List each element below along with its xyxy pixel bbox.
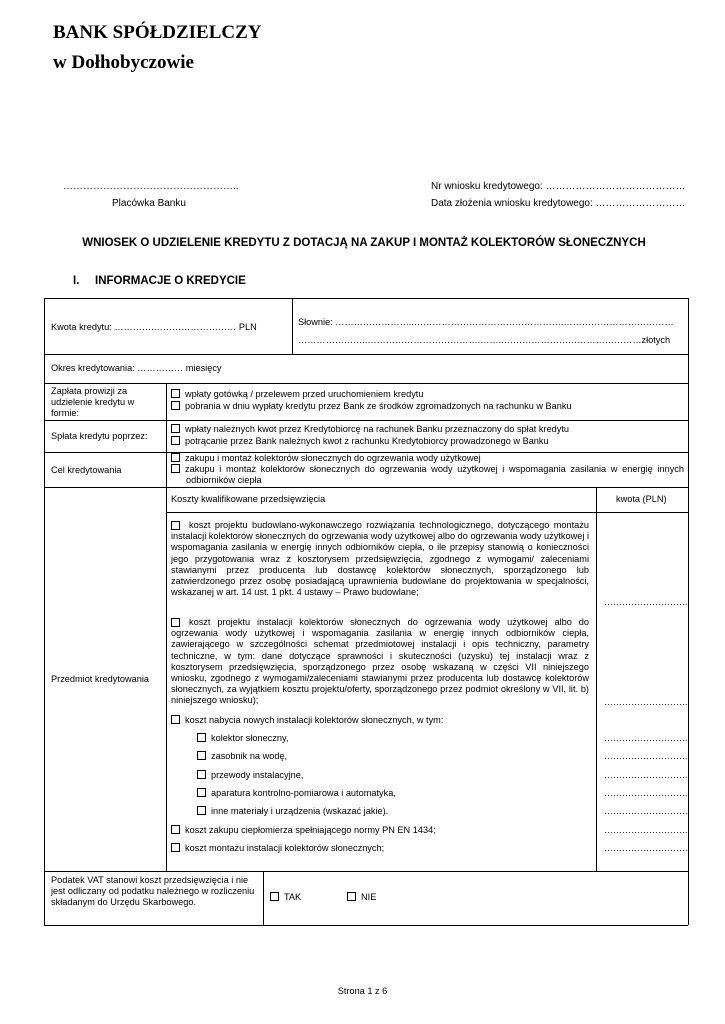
vat-no-option[interactable]: NIE xyxy=(347,892,376,903)
amount-field-4[interactable]: ………………………. xyxy=(604,751,688,761)
amount-header: kwota (PLN) xyxy=(616,494,667,504)
amount-field-5[interactable]: ………………………. xyxy=(604,770,688,780)
purpose-option-water[interactable]: zakupu i montaż kolektorów słonecznych do ogrzewania wody użytkowej xyxy=(171,453,481,464)
fee-label: Zapłata prowizji za udzielenie kredytu w formie: xyxy=(51,386,135,419)
repayment-option-transfer[interactable]: wpłaty należnych kwot przez Kredytobiorcę na rachunek Banku przeznaczony do spłat kredytu xyxy=(171,424,569,435)
page-number: Strona 1 z 6 xyxy=(337,986,388,996)
sub-water-tank[interactable]: zasobnik na wodę, xyxy=(197,751,287,762)
checkbox-icon[interactable] xyxy=(171,521,180,530)
checkbox-icon[interactable] xyxy=(171,401,180,410)
branch-label: Placówka Banku xyxy=(112,198,186,209)
purpose-label: Cel kredytowania xyxy=(51,465,122,475)
document-title: WNIOSEK O UDZIELENIE KREDYTU Z DOTACJĄ NA ZAKUP I MONTAŻ KOLEKTORÓW SŁONECZNYCH xyxy=(82,237,646,249)
cost-heat-meter[interactable]: koszt zakupu ciepłomierza spełniającego normy PN EN 1434; xyxy=(171,825,436,836)
amount-in-words-line1[interactable]: Słownie: ……………………..………………………………………….……………………………… xyxy=(298,317,674,327)
branch-field[interactable]: …………………………………………….. xyxy=(63,181,239,192)
checkbox-icon[interactable] xyxy=(171,389,180,398)
checkbox-icon[interactable] xyxy=(171,453,180,462)
subject-label: Przedmiot kredytowania xyxy=(51,674,150,684)
cost-installation-project[interactable]: koszt projektu instalacji kolektorów słonecznych do ogrzewania wody użytkowej albo do ogrzewania wody użytkowej i wspomagania zasilania w energię innych odbiorników ciepła, zawierającego w szczególności schemat przedmiotowej instalacji i opis techniczny, parametry techniczne, w tym: dane dotyczące sprawności i skuteczności (uzysku) tej instalacji wraz z kosztorysem przedsięwzięcia, sporządzonego przez osobę wskazaną w części VII niniejszego wniosku, zgodnego z wymogami/zaleceniami stawianymi przez producenta lub dostawcę kolektorów słonecznych, za wyjątkiem kosztu projektu/oferty, sporządzonego przez podmiot określony w VII, lit. b) niniejszego wniosku); xyxy=(171,617,589,706)
loan-period-field[interactable]: Okres kredytowania: …………… miesięcy xyxy=(51,363,222,373)
checkbox-icon[interactable] xyxy=(171,424,180,433)
amount-field-9[interactable]: ………………………. xyxy=(604,843,688,853)
sub-control-equipment[interactable]: aparatura kontrolno-pomiarowa i automatyka, xyxy=(197,788,396,799)
costs-header: Koszty kwalifikowane przedsięwzięcia xyxy=(171,494,326,504)
application-date-field[interactable]: Data złożenia wniosku kredytowego: ……………………… xyxy=(431,198,686,209)
checkbox-icon[interactable] xyxy=(197,751,206,760)
checkbox-icon[interactable] xyxy=(347,892,356,901)
purpose-option-water-heating[interactable]: zakupu i montaż kolektorów słonecznych do ogrzewania wody użytkowej i wspomagania zasilania w energię innych odbiorników ciepła xyxy=(171,464,684,486)
bank-location: w Dołhobyczowie xyxy=(53,52,194,73)
amount-field-3[interactable]: ………………………. xyxy=(604,733,688,743)
amount-field-6[interactable]: ………………………. xyxy=(604,788,688,798)
sub-other-materials[interactable]: inne materiały i urządzenia (wskazać jakie). xyxy=(197,806,388,817)
section-title: INFORMACJE O KREDYCIE xyxy=(95,275,246,287)
fee-option-cash[interactable]: wpłaty gotówką / przelewem przed uruchomieniem kredytu xyxy=(171,389,423,400)
vat-yes-option[interactable]: TAK xyxy=(270,892,301,903)
cost-assembly[interactable]: koszt montażu instalacji kolektorów słonecznych; xyxy=(171,843,384,854)
amount-field-1[interactable]: ………………………. xyxy=(604,597,688,607)
checkbox-icon[interactable] xyxy=(171,825,180,834)
checkbox-icon[interactable] xyxy=(197,806,206,815)
application-number-field[interactable]: Nr wniosku kredytowego: …………………………………… xyxy=(431,181,686,192)
section-number: I. xyxy=(73,275,80,287)
checkbox-icon[interactable] xyxy=(171,715,180,724)
checkbox-icon[interactable] xyxy=(197,770,206,779)
fee-option-deduct[interactable]: pobrania w dniu wypłaty kredytu przez Bank ze środków zgromadzonych na rachunku w Banku xyxy=(171,401,572,412)
checkbox-icon[interactable] xyxy=(171,843,180,852)
checkbox-icon[interactable] xyxy=(197,733,206,742)
repayment-label: Spłata kredytu poprzez: xyxy=(51,431,148,441)
checkbox-icon[interactable] xyxy=(197,788,206,797)
checkbox-icon[interactable] xyxy=(171,618,180,627)
loan-amount-field[interactable]: Kwota kredytu: ………….……………………… PLN xyxy=(51,322,257,332)
checkbox-icon[interactable] xyxy=(270,892,279,901)
sub-solar-collector[interactable]: kolektor słoneczny, xyxy=(197,733,288,744)
bank-name: BANK SPÓŁDZIELCZY xyxy=(53,22,262,43)
cost-purchase-installation[interactable]: koszt nabycia nowych instalacji kolektorów słonecznych, w tym: xyxy=(171,715,443,726)
vat-label: Podatek VAT stanowi koszt przedsięwzięcia i nie jest odliczany od podatku należnego w rozliczeniu składanym do Urzędu Skarbowego. xyxy=(51,875,255,908)
amount-field-2[interactable]: ………………………. xyxy=(604,697,688,707)
amount-field-7[interactable]: ………………………. xyxy=(604,806,688,816)
sub-pipes[interactable]: przewody instalacyjne, xyxy=(197,770,303,781)
amount-in-words-line2[interactable]: …………………..……………………………….……..………………………………………złotych xyxy=(298,335,671,345)
amount-field-8[interactable]: ………………………. xyxy=(604,825,688,835)
checkbox-icon[interactable] xyxy=(171,464,180,473)
cost-design-project[interactable]: koszt projektu budowlano-wykonawczego rozwiązania technologicznego, dotyczącego montażu instalacji kolektorów słonecznych do ogrzewania wody użytkowej albo do ogrzewania wody użytkowej i wspomagania zasilania w energię innych odbiorników ciepła, o ile przepisy stanowią o konieczności jego przygotowania wraz z kosztorysem przedsięwzięcia, zgodnego z wymogami/ zaleceniami stawianymi przez producenta lub dostawcę kolektorów słonecznych, sporządzonego lub zatwierdzonego przez osobę posiadającą uprawnienia budowlane do projektowania w specjalności, wskazanej w art. 14 ust. 1 pkt. 4 ustawy – Prawo budowlane; xyxy=(171,520,589,598)
repayment-option-debit[interactable]: potrącanie przez Bank należnych kwot z rachunku Kredytobiorcy prowadzonego w Banku xyxy=(171,436,549,447)
checkbox-icon[interactable] xyxy=(171,436,180,445)
